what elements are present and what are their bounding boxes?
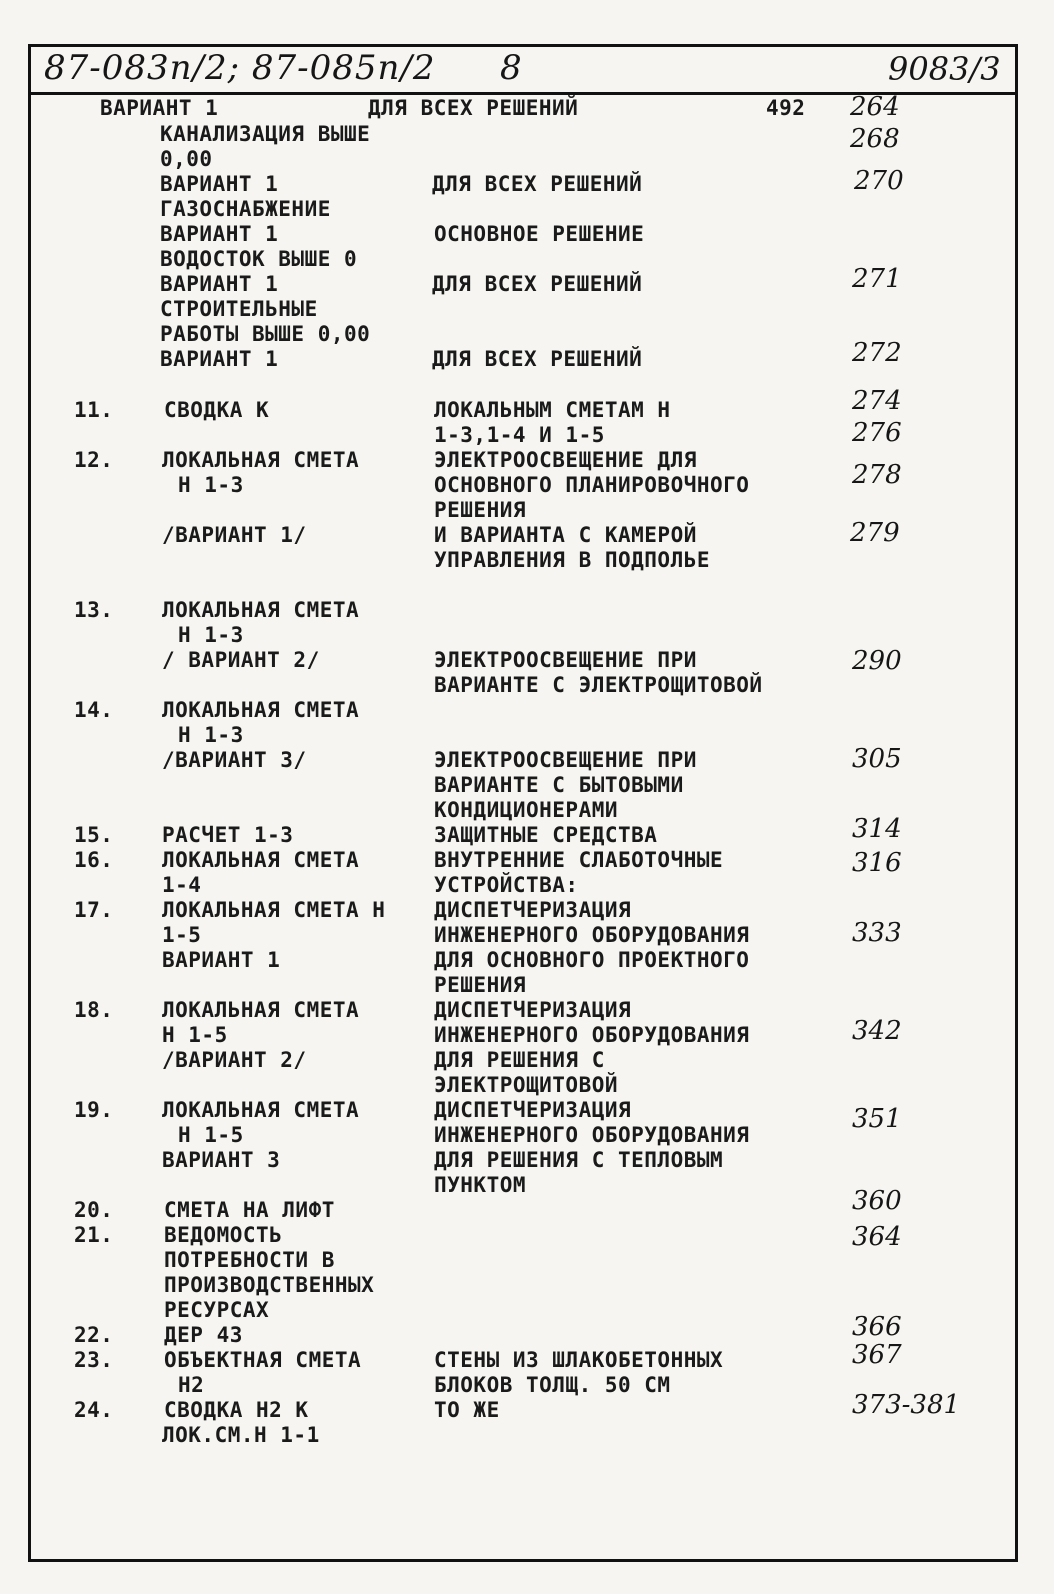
toc-line: ЛОКАЛЬНАЯ СМЕТА: [162, 1098, 360, 1122]
toc-line: /ВАРИАНТ 2/: [162, 1048, 307, 1072]
page-reference: 333: [852, 918, 902, 948]
toc-line: 19.: [74, 1098, 114, 1122]
toc-line: ИНЖЕНЕРНОГО ОБОРУДОВАНИЯ: [434, 923, 750, 947]
toc-line: РЕСУРСАХ: [164, 1298, 270, 1322]
toc-line: ДЕР 43: [164, 1323, 243, 1347]
toc-line: 24.: [74, 1398, 114, 1422]
toc-line: СТРОИТЕЛЬНЫЕ: [160, 297, 318, 321]
page-reference: 276: [852, 418, 902, 448]
toc-line: Н 1-3: [178, 623, 244, 647]
toc-line: ДИСПЕТЧЕРИЗАЦИЯ: [434, 1098, 632, 1122]
toc-line: ВАРИАНТ 1: [100, 96, 219, 120]
toc-line: РЕШЕНИЯ: [434, 973, 527, 997]
toc-line: ОСНОВНОГО ПЛАНИРОВОЧНОГО: [434, 473, 750, 497]
toc-line: 16.: [74, 848, 114, 872]
toc-line: И ВАРИАНТА С КАМЕРОЙ: [434, 523, 697, 547]
toc-line: 492: [766, 96, 806, 120]
page-reference: 268: [850, 124, 900, 154]
toc-line: ВАРИАНТ 1: [160, 172, 279, 196]
toc-line: Н 1-5: [178, 1123, 244, 1147]
toc-line: 1-3,1-4 И 1-5: [434, 423, 605, 447]
toc-line: ОБЪЕКТНАЯ СМЕТА: [164, 1348, 362, 1372]
toc-line: ЛОКАЛЬНАЯ СМЕТА: [162, 598, 360, 622]
toc-line: РАБОТЫ ВЫШЕ 0,00: [160, 322, 371, 346]
toc-line: СТЕНЫ ИЗ ШЛАКОБЕТОННЫХ: [434, 1348, 724, 1372]
toc-line: ЛОКАЛЬНАЯ СМЕТА Н: [162, 898, 386, 922]
toc-line: ЛОК.СМ.Н 1-1: [162, 1423, 320, 1447]
toc-line: ДЛЯ ВСЕХ РЕШЕНИЙ: [432, 172, 643, 196]
page-reference: 373-381: [852, 1390, 961, 1420]
toc-line: УПРАВЛЕНИЯ В ПОДПОЛЬЕ: [434, 548, 711, 572]
toc-line: ВАРИАНТ 1: [160, 347, 279, 371]
toc-line: ДЛЯ ВСЕХ РЕШЕНИЙ: [432, 347, 643, 371]
toc-line: 14.: [74, 698, 114, 722]
toc-line: ЛОКАЛЬНАЯ СМЕТА: [162, 998, 360, 1022]
page-reference: 316: [852, 848, 902, 878]
toc-line: 0,00: [160, 147, 213, 171]
toc-line: ДИСПЕТЧЕРИЗАЦИЯ: [434, 998, 632, 1022]
toc-line: ЛОКАЛЬНЫМ СМЕТАМ Н: [434, 398, 671, 422]
toc-line: ЛОКАЛЬНАЯ СМЕТА: [162, 698, 360, 722]
toc-line: ЗАЩИТНЫЕ СРЕДСТВА: [434, 823, 658, 847]
toc-line: Н2: [178, 1373, 205, 1397]
toc-line: Н 1-5: [162, 1023, 228, 1047]
toc-line: ВАРИАНТ 1: [162, 948, 281, 972]
toc-line: ДЛЯ РЕШЕНИЯ С ТЕПЛОВЫМ: [434, 1148, 724, 1172]
page-reference: 278: [852, 460, 902, 490]
page-reference: 342: [852, 1016, 902, 1046]
toc-line: СМЕТА НА ЛИФТ: [164, 1198, 335, 1222]
toc-line: ВАРИАНТ 1: [160, 272, 279, 296]
toc-line: 23.: [74, 1348, 114, 1372]
toc-line: Н 1-3: [178, 473, 244, 497]
page-reference: 272: [852, 338, 902, 368]
toc-line: 1-4: [162, 873, 202, 897]
page-reference: 270: [854, 166, 904, 196]
page-reference: 351: [852, 1104, 902, 1134]
page-number: 8: [500, 48, 522, 88]
toc-line: ПРОИЗВОДСТВЕННЫХ: [164, 1273, 375, 1297]
toc-line: ЭЛЕКТРОЩИТОВОЙ: [434, 1073, 619, 1097]
toc-line: ИНЖЕНЕРНОГО ОБОРУДОВАНИЯ: [434, 1123, 750, 1147]
page-reference: 366: [852, 1312, 902, 1342]
toc-line: КОНДИЦИОНЕРАМИ: [434, 798, 619, 822]
toc-line: ПУНКТОМ: [434, 1173, 527, 1197]
toc-line: 20.: [74, 1198, 114, 1222]
toc-line: ДЛЯ РЕШЕНИЯ С: [434, 1048, 605, 1072]
archive-number: 9083/3: [888, 50, 1001, 88]
toc-line: ЛОКАЛЬНАЯ СМЕТА: [162, 448, 360, 472]
toc-line: 21.: [74, 1223, 114, 1247]
toc-line: ВЕДОМОСТЬ: [164, 1223, 283, 1247]
toc-line: РЕШЕНИЯ: [434, 498, 527, 522]
toc-line: ВОДОСТОК ВЫШЕ 0: [160, 247, 358, 271]
toc-line: ЛОКАЛЬНАЯ СМЕТА: [162, 848, 360, 872]
page-reference: 290: [852, 646, 902, 676]
toc-line: СВОДКА Н2 К: [164, 1398, 309, 1422]
toc-line: /ВАРИАНТ 3/: [162, 748, 307, 772]
page-reference: 364: [852, 1222, 902, 1252]
page-reference: 279: [850, 518, 900, 548]
page-reference: 305: [852, 744, 902, 774]
toc-line: ЭЛЕКТРООСВЕЩЕНИЕ ПРИ: [434, 748, 697, 772]
toc-line: ЭЛЕКТРООСВЕЩЕНИЕ ПРИ: [434, 648, 697, 672]
toc-line: 1-5: [162, 923, 202, 947]
toc-line: 11.: [74, 398, 114, 422]
toc-line: КАНАЛИЗАЦИЯ ВЫШЕ: [160, 122, 371, 146]
toc-line: БЛОКОВ ТОЛЩ. 50 СМ: [434, 1373, 671, 1397]
toc-line: / ВАРИАНТ 2/: [162, 648, 320, 672]
toc-line: ОСНОВНОЕ РЕШЕНИЕ: [434, 222, 645, 246]
toc-line: ВАРИАНТ 1: [160, 222, 279, 246]
toc-line: 12.: [74, 448, 114, 472]
toc-line: Н 1-3: [178, 723, 244, 747]
toc-line: РАСЧЕТ 1-3: [162, 823, 294, 847]
page-reference: 271: [852, 264, 902, 294]
toc-line: ТО ЖЕ: [434, 1398, 500, 1422]
page-reference: 274: [852, 386, 902, 416]
toc-line: ВАРИАНТЕ С ЭЛЕКТРОЩИТОВОЙ: [434, 673, 763, 697]
toc-line: ЭЛЕКТРООСВЕЩЕНИЕ ДЛЯ: [434, 448, 697, 472]
toc-line: ВАРИАНТЕ С БЫТОВЫМИ: [434, 773, 684, 797]
page-reference: 264: [850, 92, 900, 122]
toc-line: 13.: [74, 598, 114, 622]
toc-line: ДЛЯ ВСЕХ РЕШЕНИЙ: [432, 272, 643, 296]
toc-line: УСТРОЙСТВА:: [434, 873, 579, 897]
toc-line: 18.: [74, 998, 114, 1022]
toc-line: ВАРИАНТ 3: [162, 1148, 281, 1172]
page-reference: 360: [852, 1186, 902, 1216]
page-reference: 314: [852, 814, 902, 844]
toc-line: ДИСПЕТЧЕРИЗАЦИЯ: [434, 898, 632, 922]
toc-line: СВОДКА К: [164, 398, 270, 422]
toc-line: 22.: [74, 1323, 114, 1347]
toc-line: ВНУТРЕННИЕ СЛАБОТОЧНЫЕ: [434, 848, 724, 872]
project-codes: 87-083п/2; 87-085п/2: [44, 48, 436, 88]
toc-line: ГАЗОСНАБЖЕНИЕ: [160, 197, 331, 221]
toc-line: ДЛЯ ВСЕХ РЕШЕНИЙ: [368, 96, 579, 120]
toc-line: 17.: [74, 898, 114, 922]
toc-line: ПОТРЕБНОСТИ В: [164, 1248, 335, 1272]
toc-line: ИНЖЕНЕРНОГО ОБОРУДОВАНИЯ: [434, 1023, 750, 1047]
toc-line: /ВАРИАНТ 1/: [162, 523, 307, 547]
toc-line: ДЛЯ ОСНОВНОГО ПРОЕКТНОГО: [434, 948, 750, 972]
page-reference: 367: [852, 1340, 902, 1370]
toc-line: 15.: [74, 823, 114, 847]
